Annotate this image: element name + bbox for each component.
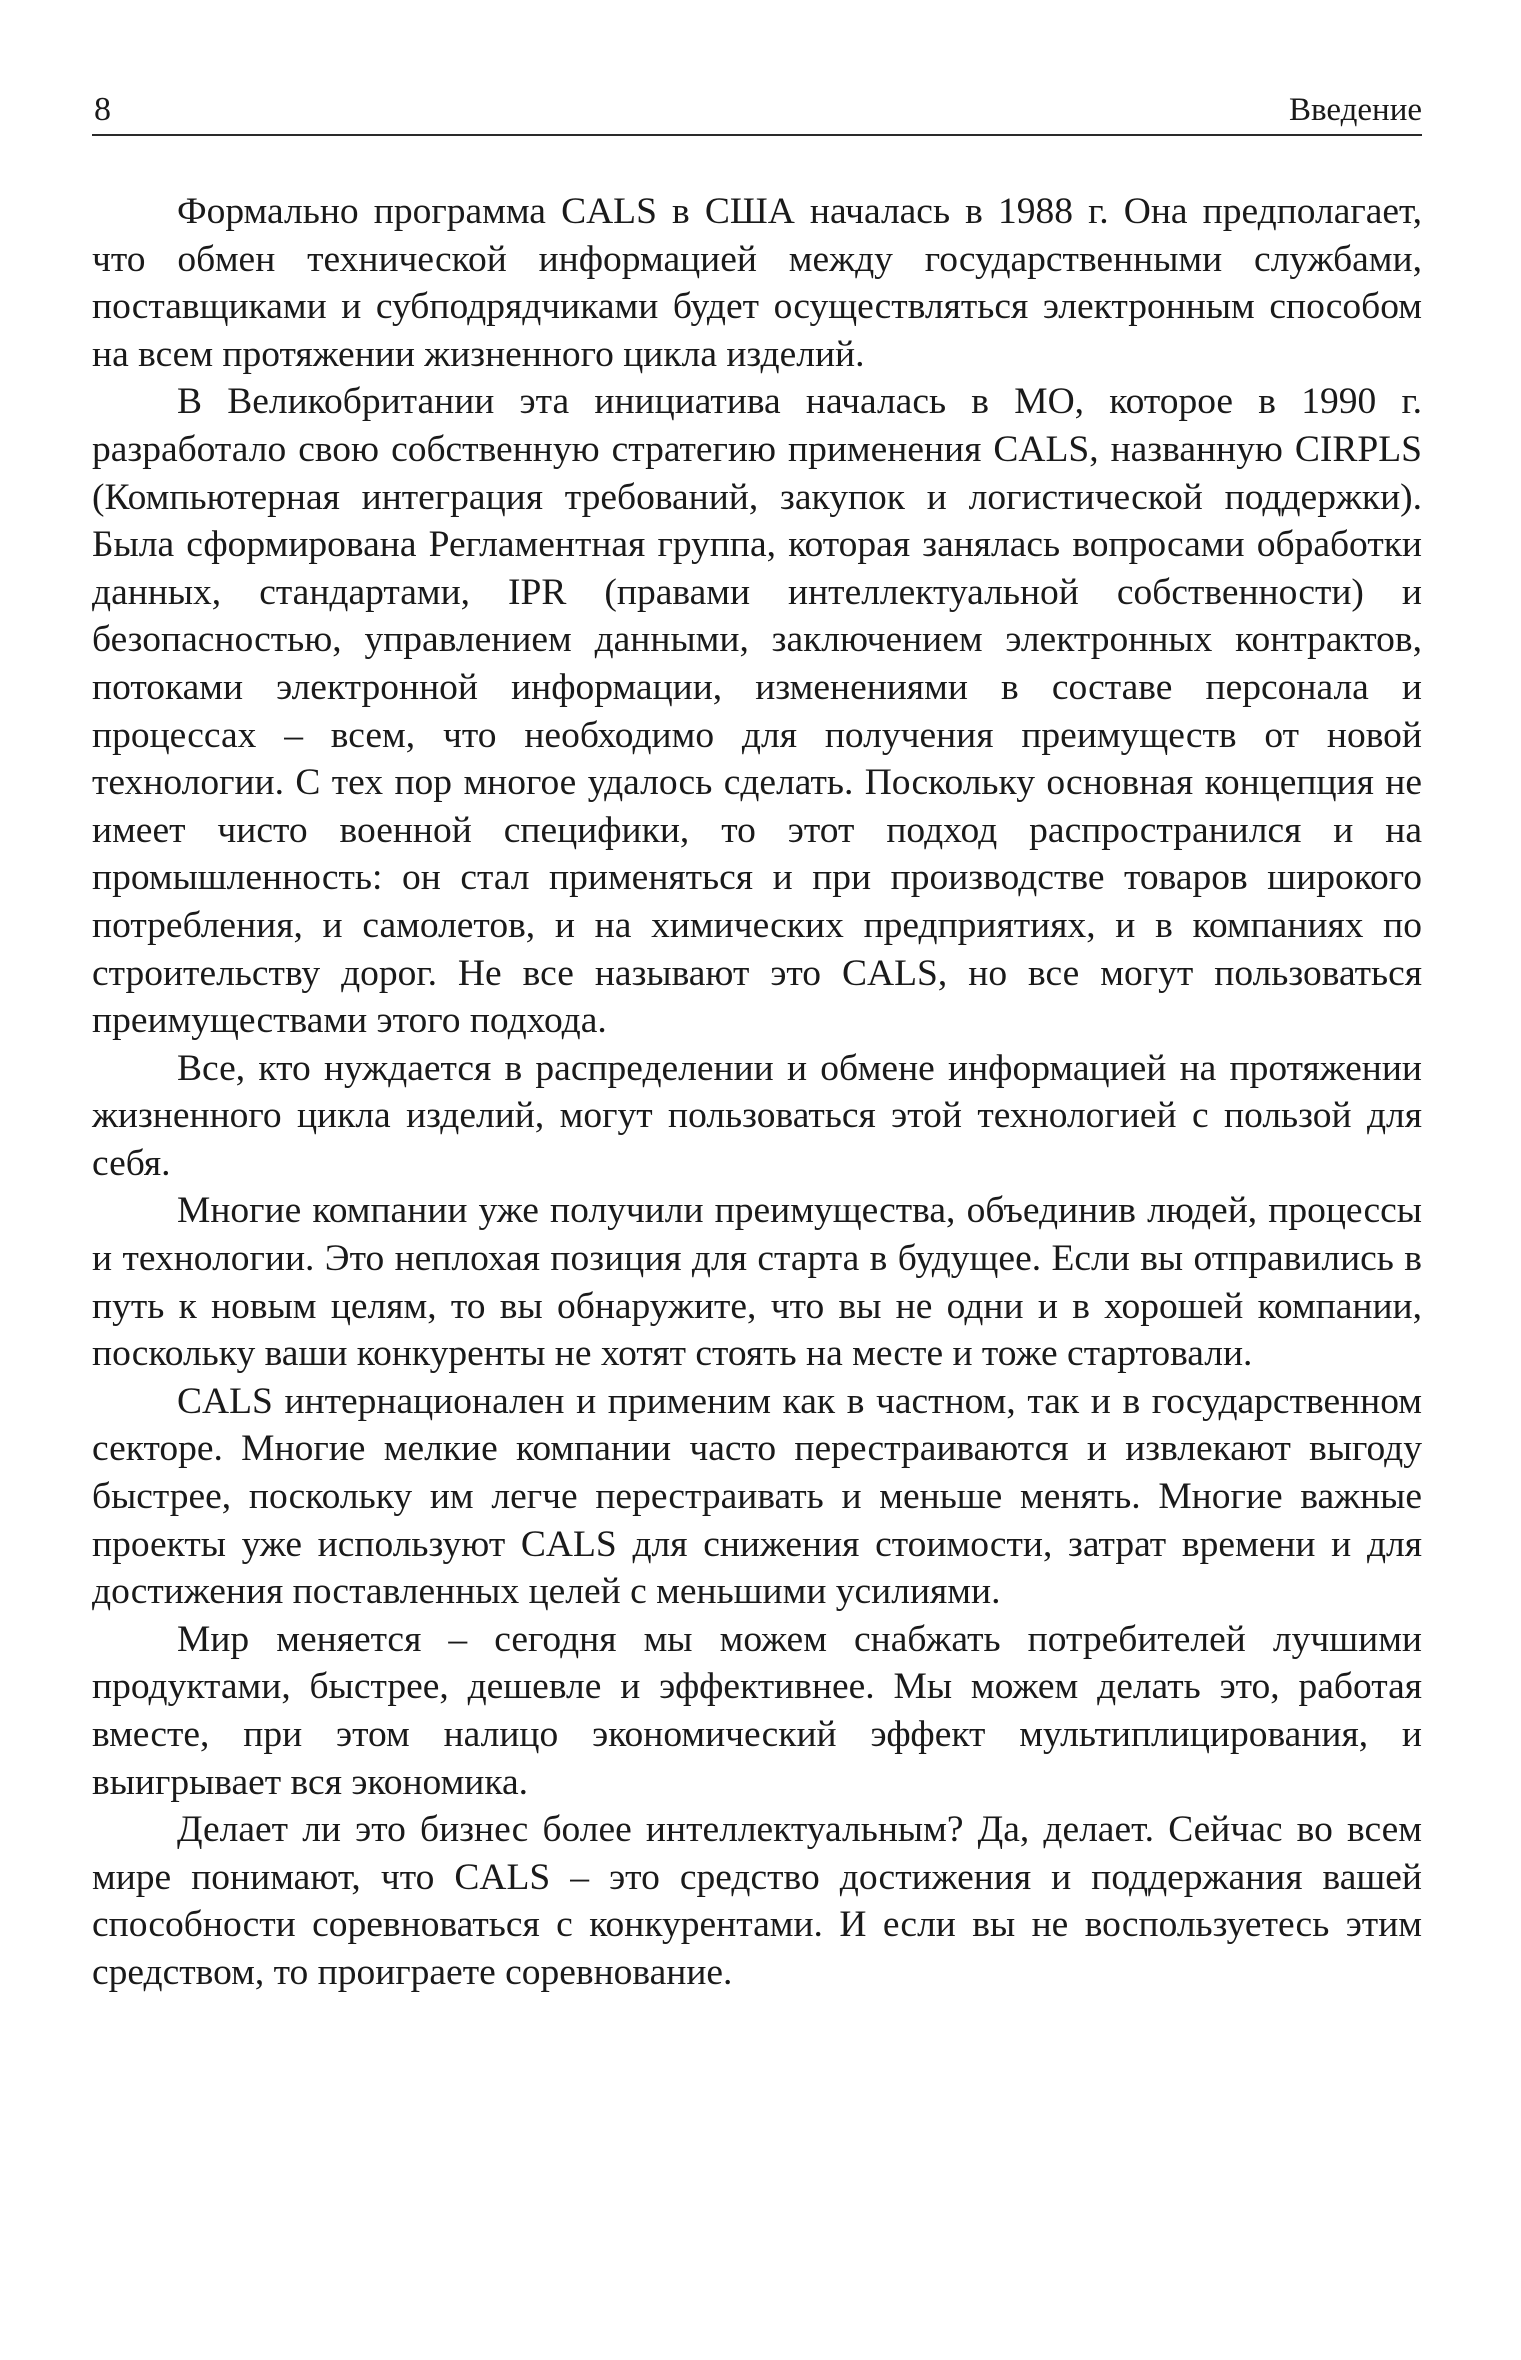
paragraph-6: Мир меняется – сегодня мы можем снабжать потребителей лучшими продуктами, быстрее, дешевле и эффективнее. Мы можем делать это, работая вместе, при этом налицо экономический эффект мультиплицирования, и выигрывает вся экономика. xyxy=(92,1618,1422,1803)
paragraph-4: Многие компании уже получили преимущества, объединив людей, процессы и технологии. Это неплохая позиция для старта в будущее. Если вы отправились в путь к новым целям, то вы обнаружите, что вы не одни и в хорошей компании, поскольку ваши конкуренты не хотят стоять на месте и тоже стартовали. xyxy=(92,1190,1422,1375)
paragraph-1: Формально программа CALS в США началась в 1988 г. Она предполагает, что обмен технической информацией между государственными службами, поставщиками и субподрядчиками будет осуществляться электронным способом на всем протяжении жизненного цикла изделий. xyxy=(92,191,1422,375)
paragraph-7: Делает ли это бизнес более интеллектуальным? Да, делает. Сейчас во всем мире понимают, что CALS – это средство достижения и поддержания вашей способности соревноваться с конкурентами. И если вы не воспользуетесь этим средством, то проиграете соревнование. xyxy=(92,1809,1422,1993)
page-number: 8 xyxy=(94,91,111,128)
body-text xyxy=(92,188,1422,1997)
running-header xyxy=(92,88,1422,136)
paragraph-5: CALS интернационален и применим как в частном, так и в государственном секторе. Многие мелкие компании часто перестраиваются и извлекают выгоду быстрее, поскольку им легче перестраивать и меньше менять. Многие важные проекты уже используют CALS для снижения стоимости, затрат времени и для достижения поставленных целей с меньшими усилиями. xyxy=(92,1380,1422,1613)
paragraph-3: Все, кто нуждается в распределении и обмене информацией на протяжении жизненного цикла изделий, могут пользоваться этой технологией с пользой для себя. xyxy=(92,1047,1422,1184)
section-title: Введение xyxy=(1288,92,1422,128)
paragraph-2: В Великобритании эта инициатива началась в МО, которое в 1990 г. разработало свою собственную стратегию применения CALS, названную CIRPLS (Компьютерная интеграция требований, закупок и логистической поддержки). Была сформирована Регламентная группа, которая занялась вопросами обработки данных, стандартами, IPR (правами интеллектуальной собственности) и безопасностью, управлением данными, заключением электронных контрактов, потоками электронной информации, изменениями в составе персонала и процессах – всем, что необходимо для получения преимуществ от новой технологии. С тех пор многое удалось сделать. Поскольку основная концепция не имеет чисто военной специфики, то этот подход распространился и на промышленность: он стал применяться и при производстве товаров широкого потребления, и самолетов, и на химических предприятиях, и в компаниях по строительству дорог. Не все называют это CALS, но все могут пользоваться преимуществами этого подхода. xyxy=(92,381,1422,1042)
